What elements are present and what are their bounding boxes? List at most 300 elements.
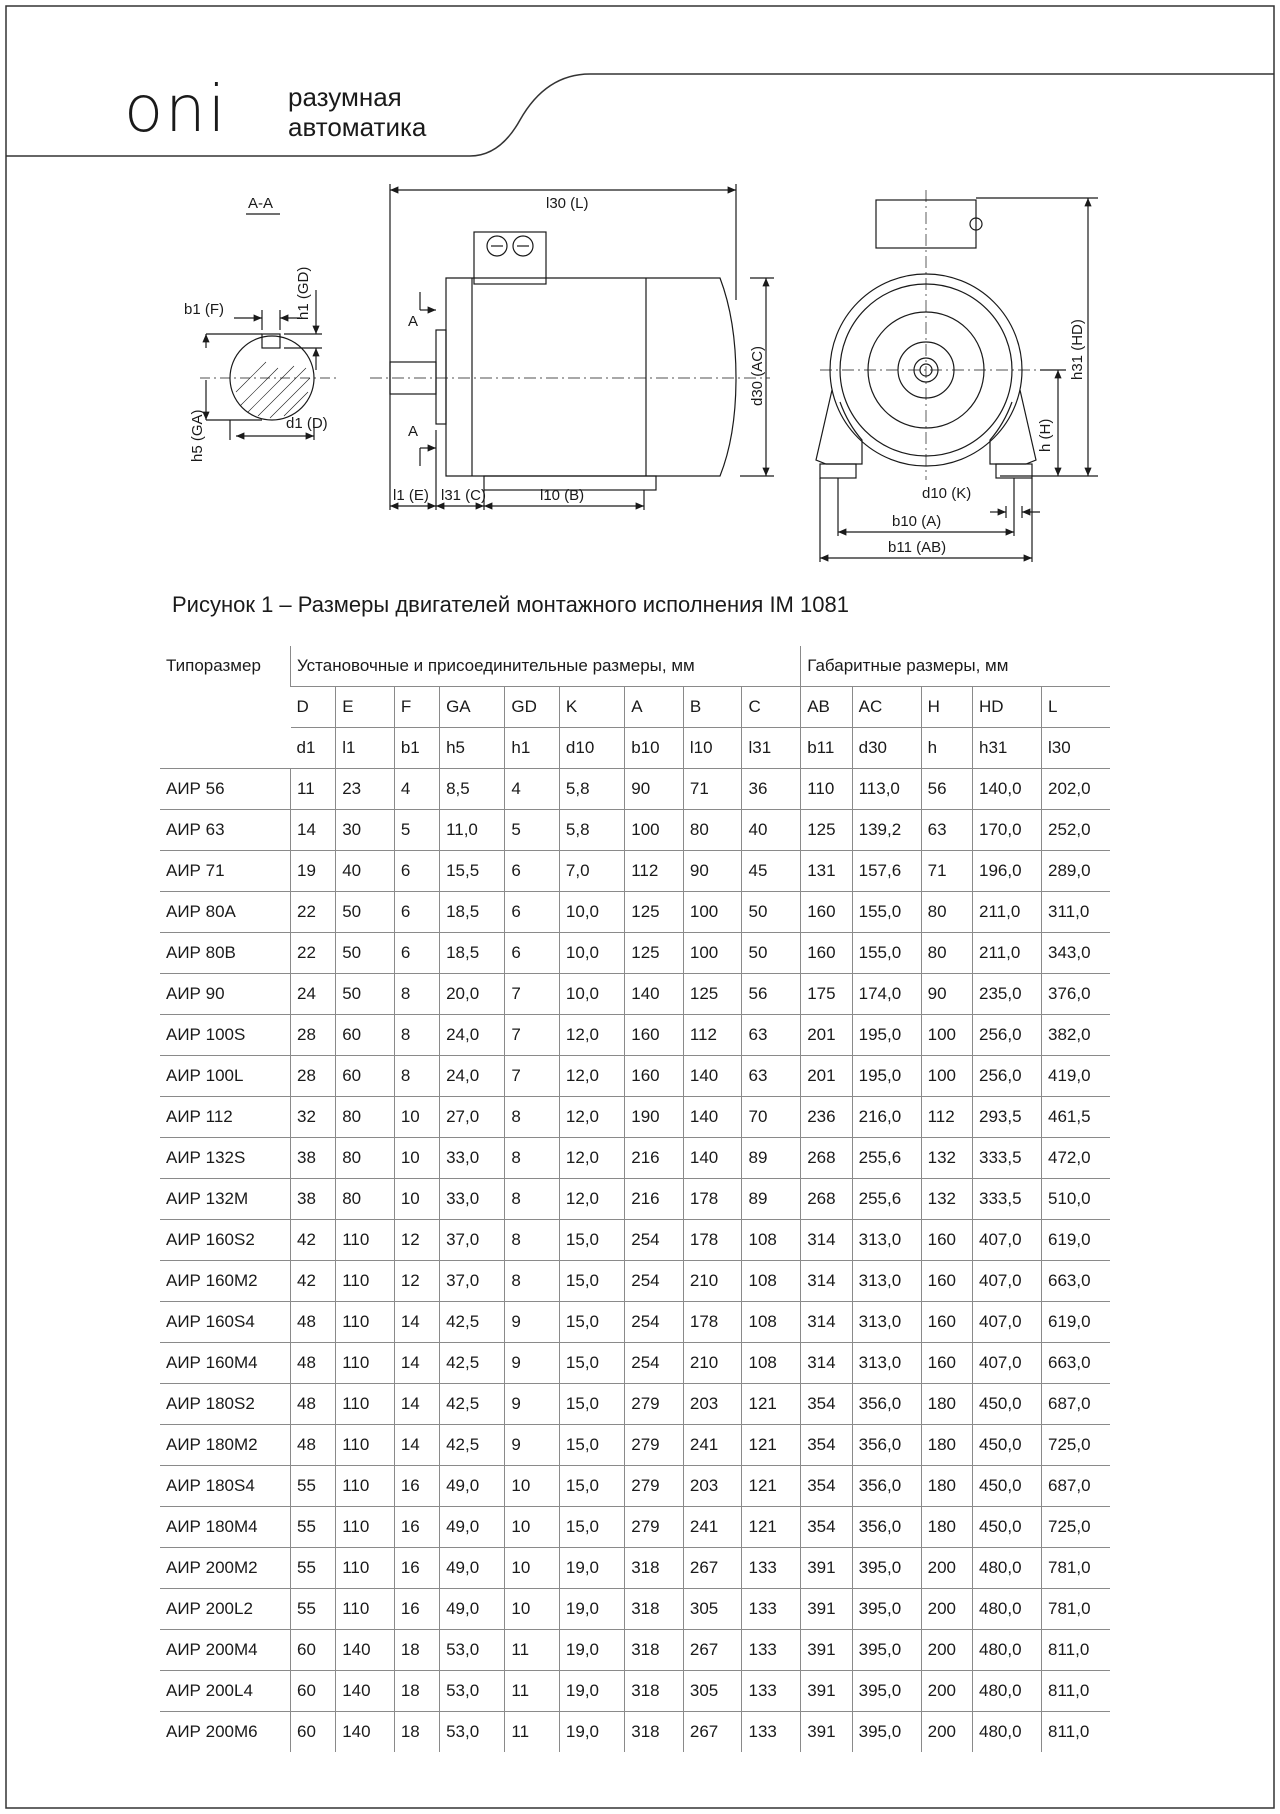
dimension-cell: 343,0	[1042, 933, 1111, 974]
dimension-cell: 80	[921, 892, 972, 933]
dimensions-table	[160, 646, 1110, 1752]
dimension-cell: 55	[291, 1507, 336, 1548]
dimension-cell: 89	[742, 1179, 801, 1220]
dimension-cell: 333,5	[973, 1138, 1042, 1179]
dimension-cell: 40	[336, 851, 395, 892]
dimension-cell: 314	[801, 1220, 852, 1261]
dimension-cell: 6	[394, 933, 439, 974]
motor-dimension-drawing	[0, 180, 1280, 580]
dimension-cell: 391	[801, 1630, 852, 1671]
header-overall-group: Габаритные размеры, мм	[801, 646, 1110, 687]
dimension-cell: 356,0	[852, 1507, 921, 1548]
motor-type-cell: АИР 100S	[160, 1015, 291, 1056]
dimension-cell: 174,0	[852, 974, 921, 1015]
dimension-cell: 201	[801, 1056, 852, 1097]
dimension-cell: 18,5	[440, 933, 505, 974]
dimension-cell: 108	[742, 1261, 801, 1302]
dimension-cell: 11,0	[440, 810, 505, 851]
dimension-cell: 314	[801, 1343, 852, 1384]
dimension-cell: 293,5	[973, 1097, 1042, 1138]
dimension-cell: 663,0	[1042, 1343, 1111, 1384]
dimension-cell: 27,0	[440, 1097, 505, 1138]
dimension-cell: 50	[336, 933, 395, 974]
motor-type-cell: АИР 180M4	[160, 1507, 291, 1548]
dimension-cell: 63	[742, 1015, 801, 1056]
dimension-cell: 110	[336, 1466, 395, 1507]
dimension-cell: 180	[921, 1384, 972, 1425]
dimension-cell: 6	[394, 892, 439, 933]
dimension-cell: 10,0	[559, 974, 624, 1015]
dimension-cell: 71	[921, 851, 972, 892]
dimension-cell: 267	[683, 1630, 742, 1671]
dimension-cell: 14	[394, 1384, 439, 1425]
table-row	[160, 1302, 1110, 1343]
dimension-cell: 9	[505, 1425, 560, 1466]
dimension-cell: 391	[801, 1712, 852, 1753]
dimension-cell: 279	[625, 1384, 684, 1425]
dimension-cell: 112	[683, 1015, 742, 1056]
dimension-cell: 6	[505, 892, 560, 933]
dimension-cell: 139,2	[852, 810, 921, 851]
section-label: A-A	[248, 195, 274, 212]
dimension-cell: 56	[921, 769, 972, 810]
dimension-cell: 5	[394, 810, 439, 851]
motor-type-cell: АИР 56	[160, 769, 291, 810]
dimension-cell: 28	[291, 1015, 336, 1056]
header-symbol: h	[921, 728, 972, 769]
dimension-cell: 256,0	[973, 1015, 1042, 1056]
dimension-cell: 37,0	[440, 1261, 505, 1302]
dimension-cell: 125	[625, 892, 684, 933]
header-code: H	[921, 687, 972, 728]
dimension-cell: 48	[291, 1343, 336, 1384]
motor-type-cell: АИР 71	[160, 851, 291, 892]
dimension-cell: 241	[683, 1425, 742, 1466]
header-symbol: b10	[625, 728, 684, 769]
dimension-cell: 125	[625, 933, 684, 974]
dimension-cell: 110	[801, 769, 852, 810]
dimension-cell: 131	[801, 851, 852, 892]
dimension-cell: 254	[625, 1261, 684, 1302]
dimension-cell: 140	[336, 1630, 395, 1671]
dimension-cell: 15,0	[559, 1343, 624, 1384]
dimension-cell: 50	[336, 974, 395, 1015]
dimension-cell: 38	[291, 1138, 336, 1179]
table-row	[160, 1712, 1110, 1753]
header-symbol: b1	[394, 728, 439, 769]
dimension-cell: 200	[921, 1589, 972, 1630]
dimension-cell: 100	[921, 1056, 972, 1097]
dimension-cell: 49,0	[440, 1507, 505, 1548]
label-l1: l1 (E)	[393, 487, 429, 504]
motor-type-cell: АИР 132M	[160, 1179, 291, 1220]
dimension-cell: 15,0	[559, 1261, 624, 1302]
section-arrow-top: A	[408, 313, 419, 330]
dimension-cell: 42,5	[440, 1343, 505, 1384]
dimension-cell: 333,5	[973, 1179, 1042, 1220]
dimension-cell: 38	[291, 1179, 336, 1220]
dimension-cell: 450,0	[973, 1425, 1042, 1466]
dimension-cell: 100	[683, 933, 742, 974]
table-row	[160, 1548, 1110, 1589]
table-row	[160, 1466, 1110, 1507]
dimension-cell: 279	[625, 1507, 684, 1548]
table-row	[160, 1425, 1110, 1466]
dimension-cell: 318	[625, 1630, 684, 1671]
dimension-cell: 10	[394, 1097, 439, 1138]
dimension-cell: 202,0	[1042, 769, 1111, 810]
dimension-cell: 55	[291, 1589, 336, 1630]
header-symbol: l30	[1042, 728, 1111, 769]
dimension-cell: 311,0	[1042, 892, 1111, 933]
dimension-cell: 354	[801, 1507, 852, 1548]
dimension-cell: 24,0	[440, 1056, 505, 1097]
dimension-cell: 24,0	[440, 1015, 505, 1056]
dimension-cell: 6	[505, 851, 560, 892]
dimension-cell: 110	[336, 1261, 395, 1302]
dimension-cell: 781,0	[1042, 1548, 1111, 1589]
dimension-cell: 15,0	[559, 1507, 624, 1548]
dimension-cell: 11	[505, 1712, 560, 1753]
dimension-cell: 121	[742, 1507, 801, 1548]
dimension-cell: 391	[801, 1671, 852, 1712]
dimension-cell: 461,5	[1042, 1097, 1111, 1138]
label-h: h (H)	[1037, 418, 1054, 452]
dimension-cell: 210	[683, 1261, 742, 1302]
dimension-cell: 305	[683, 1589, 742, 1630]
dimension-cell: 36	[742, 769, 801, 810]
dimension-cell: 125	[801, 810, 852, 851]
dimension-cell: 4	[505, 769, 560, 810]
dimension-cell: 10	[394, 1138, 439, 1179]
table-header-groups	[160, 646, 1110, 687]
dimension-cell: 60	[336, 1015, 395, 1056]
dimension-cell: 313,0	[852, 1261, 921, 1302]
header-symbol: h1	[505, 728, 560, 769]
dimension-cell: 18,5	[440, 892, 505, 933]
dimension-cell: 450,0	[973, 1384, 1042, 1425]
dimension-cell: 178	[683, 1302, 742, 1343]
dimension-cell: 7,0	[559, 851, 624, 892]
header-install-group: Установочные и присоединительные размеры, мм	[291, 646, 801, 687]
dimension-cell: 160	[921, 1220, 972, 1261]
table-row	[160, 769, 1110, 810]
dimension-cell: 12,0	[559, 1097, 624, 1138]
table-row	[160, 1138, 1110, 1179]
dimension-cell: 140	[625, 974, 684, 1015]
dimension-cell: 14	[394, 1302, 439, 1343]
dimension-cell: 8	[505, 1261, 560, 1302]
dimension-cell: 110	[336, 1384, 395, 1425]
dimension-cell: 687,0	[1042, 1384, 1111, 1425]
dimension-cell: 203	[683, 1466, 742, 1507]
dimension-cell: 50	[742, 892, 801, 933]
motor-type-cell: АИР 200M4	[160, 1630, 291, 1671]
dimension-cell: 49,0	[440, 1589, 505, 1630]
dimension-cell: 60	[291, 1712, 336, 1753]
dimension-cell: 480,0	[973, 1671, 1042, 1712]
dimension-cell: 125	[683, 974, 742, 1015]
header-code: L	[1042, 687, 1111, 728]
dimension-cell: 100	[625, 810, 684, 851]
dimension-cell: 42	[291, 1261, 336, 1302]
dimension-cell: 354	[801, 1466, 852, 1507]
motor-type-cell: АИР 200M2	[160, 1548, 291, 1589]
motor-type-cell: АИР 180M2	[160, 1425, 291, 1466]
dimension-cell: 180	[921, 1466, 972, 1507]
header-symbol: l1	[336, 728, 395, 769]
dimension-cell: 89	[742, 1138, 801, 1179]
dimension-cell: 110	[336, 1548, 395, 1589]
motor-type-cell: АИР 63	[160, 810, 291, 851]
dimension-cell: 48	[291, 1384, 336, 1425]
dimension-cell: 157,6	[852, 851, 921, 892]
dimension-cell: 407,0	[973, 1343, 1042, 1384]
dimension-cell: 121	[742, 1384, 801, 1425]
label-b1: b1 (F)	[184, 301, 225, 318]
dimension-cell: 12	[394, 1220, 439, 1261]
dimension-cell: 8,5	[440, 769, 505, 810]
header-code: A	[625, 687, 684, 728]
dimension-cell: 203	[683, 1384, 742, 1425]
dimension-cell: 216	[625, 1138, 684, 1179]
label-h1: h1 (GD)	[295, 266, 312, 320]
dimension-cell: 313,0	[852, 1302, 921, 1343]
dimension-cell: 42,5	[440, 1384, 505, 1425]
header-code: E	[336, 687, 395, 728]
dimension-cell: 313,0	[852, 1220, 921, 1261]
dimension-cell: 16	[394, 1548, 439, 1589]
dimension-cell: 395,0	[852, 1548, 921, 1589]
dimension-cell: 8	[505, 1097, 560, 1138]
dimension-cell: 12,0	[559, 1179, 624, 1220]
dimension-cell: 20,0	[440, 974, 505, 1015]
dimension-cell: 10	[505, 1589, 560, 1630]
dimension-cell: 15,0	[559, 1466, 624, 1507]
header-code: GA	[440, 687, 505, 728]
table-row	[160, 1261, 1110, 1302]
dimension-cell: 9	[505, 1343, 560, 1384]
dimension-cell: 510,0	[1042, 1179, 1111, 1220]
table-row	[160, 1343, 1110, 1384]
dimension-cell: 480,0	[973, 1548, 1042, 1589]
dimension-cell: 6	[394, 851, 439, 892]
dimension-cell: 80	[336, 1179, 395, 1220]
dimension-cell: 19,0	[559, 1589, 624, 1630]
dimension-cell: 7	[505, 1015, 560, 1056]
dimension-cell: 195,0	[852, 1015, 921, 1056]
dimension-cell: 108	[742, 1220, 801, 1261]
dimension-cell: 108	[742, 1302, 801, 1343]
header-code: AC	[852, 687, 921, 728]
dimension-cell: 211,0	[973, 892, 1042, 933]
dimension-cell: 108	[742, 1343, 801, 1384]
dimension-cell: 391	[801, 1548, 852, 1589]
table-row	[160, 1056, 1110, 1097]
dimension-cell: 80	[336, 1097, 395, 1138]
dimension-cell: 480,0	[973, 1589, 1042, 1630]
dimension-cell: 318	[625, 1589, 684, 1630]
motor-type-cell: АИР 100L	[160, 1056, 291, 1097]
dimension-cell: 252,0	[1042, 810, 1111, 851]
dimension-cell: 14	[291, 810, 336, 851]
dimension-cell: 725,0	[1042, 1507, 1111, 1548]
dimension-cell: 50	[336, 892, 395, 933]
header-symbol: l31	[742, 728, 801, 769]
dimension-cell: 80	[921, 933, 972, 974]
motor-type-cell: АИР 132S	[160, 1138, 291, 1179]
dimension-cell: 10,0	[559, 933, 624, 974]
motor-type-cell: АИР 200M6	[160, 1712, 291, 1753]
dimension-cell: 22	[291, 892, 336, 933]
tagline-line-2: автоматика	[288, 112, 427, 142]
dimension-cell: 24	[291, 974, 336, 1015]
motor-type-cell: АИР 160M4	[160, 1343, 291, 1384]
dimension-cell: 60	[336, 1056, 395, 1097]
dimension-cell: 16	[394, 1466, 439, 1507]
dimension-cell: 60	[291, 1671, 336, 1712]
table-row	[160, 1589, 1110, 1630]
dimension-cell: 256,0	[973, 1056, 1042, 1097]
dimension-cell: 140	[683, 1138, 742, 1179]
dimension-cell: 90	[683, 851, 742, 892]
motor-type-cell: АИР 180S4	[160, 1466, 291, 1507]
dimension-cell: 15,0	[559, 1384, 624, 1425]
section-arrow-bottom: A	[408, 423, 419, 440]
dimension-cell: 313,0	[852, 1343, 921, 1384]
dimension-cell: 255,6	[852, 1179, 921, 1220]
header-symbol: b11	[801, 728, 852, 769]
dimension-cell: 178	[683, 1220, 742, 1261]
table-row	[160, 1671, 1110, 1712]
dimension-cell: 15,0	[559, 1220, 624, 1261]
label-b10: b10 (A)	[892, 513, 942, 530]
header-typ: Типоразмер	[166, 656, 261, 675]
dimension-cell: 6	[505, 933, 560, 974]
dimension-cell: 10	[505, 1548, 560, 1589]
dimension-cell: 45	[742, 851, 801, 892]
dimension-cell: 110	[336, 1220, 395, 1261]
dimension-cell: 132	[921, 1179, 972, 1220]
dimension-cell: 48	[291, 1425, 336, 1466]
dimension-cell: 140	[683, 1056, 742, 1097]
header-code: GD	[505, 687, 560, 728]
dimension-cell: 235,0	[973, 974, 1042, 1015]
dimension-cell: 10	[394, 1179, 439, 1220]
label-h31: h31 (HD)	[1069, 319, 1086, 380]
header-symbol: d30	[852, 728, 921, 769]
header-code: C	[742, 687, 801, 728]
dimension-cell: 14	[394, 1343, 439, 1384]
table-body	[160, 769, 1110, 1753]
motor-type-cell: АИР 160S4	[160, 1302, 291, 1343]
dimension-cell: 255,6	[852, 1138, 921, 1179]
dimension-cell: 121	[742, 1466, 801, 1507]
dimension-cell: 407,0	[973, 1220, 1042, 1261]
dimension-cell: 170,0	[973, 810, 1042, 851]
dimension-cell: 216,0	[852, 1097, 921, 1138]
dimension-cell: 395,0	[852, 1630, 921, 1671]
table-row	[160, 810, 1110, 851]
motor-type-cell: АИР 160S2	[160, 1220, 291, 1261]
figure-caption: Рисунок 1 – Размеры двигателей монтажного исполнения IM 1081	[172, 592, 849, 617]
label-d1: d1 (D)	[286, 415, 328, 432]
dimension-cell: 10,0	[559, 892, 624, 933]
table-row	[160, 851, 1110, 892]
dimension-cell: 15,0	[559, 1302, 624, 1343]
table-header-symbols	[160, 728, 1110, 769]
dimension-cell: 318	[625, 1712, 684, 1753]
dimension-cell: 289,0	[1042, 851, 1111, 892]
dimension-cell: 190	[625, 1097, 684, 1138]
dimension-cell: 11	[505, 1671, 560, 1712]
dimension-cell: 811,0	[1042, 1671, 1111, 1712]
motor-type-cell: АИР 200L2	[160, 1589, 291, 1630]
dimension-cell: 725,0	[1042, 1425, 1111, 1466]
brand-tagline	[288, 82, 426, 142]
dimension-cell: 16	[394, 1589, 439, 1630]
dimension-cell: 160	[625, 1056, 684, 1097]
header-symbol: d10	[559, 728, 624, 769]
dimension-cell: 49,0	[440, 1466, 505, 1507]
dimension-cell: 63	[921, 810, 972, 851]
dimension-cell: 450,0	[973, 1466, 1042, 1507]
dimension-cell: 70	[742, 1097, 801, 1138]
dimension-cell: 267	[683, 1548, 742, 1589]
dimension-cell: 140	[683, 1097, 742, 1138]
dimension-cell: 48	[291, 1302, 336, 1343]
header-code: D	[291, 687, 336, 728]
dimension-cell: 160	[921, 1343, 972, 1384]
dimension-cell: 241	[683, 1507, 742, 1548]
dimension-cell: 63	[742, 1056, 801, 1097]
dimension-cell: 4	[394, 769, 439, 810]
dimension-cell: 7	[505, 974, 560, 1015]
dimension-cell: 112	[625, 851, 684, 892]
dimension-cell: 12,0	[559, 1138, 624, 1179]
dimension-cell: 8	[394, 1015, 439, 1056]
dimension-cell: 354	[801, 1384, 852, 1425]
dimension-cell: 80	[683, 810, 742, 851]
dimension-cell: 11	[291, 769, 336, 810]
dimension-cell: 175	[801, 974, 852, 1015]
dimension-cell: 811,0	[1042, 1630, 1111, 1671]
motor-type-cell: АИР 160M2	[160, 1261, 291, 1302]
dimension-cell: 314	[801, 1261, 852, 1302]
dimension-cell: 110	[336, 1343, 395, 1384]
dimension-cell: 5,8	[559, 769, 624, 810]
dimension-cell: 619,0	[1042, 1302, 1111, 1343]
table-row	[160, 1220, 1110, 1261]
dimension-cell: 53,0	[440, 1712, 505, 1753]
table-row	[160, 974, 1110, 1015]
header-code: HD	[973, 687, 1042, 728]
dimension-cell: 33,0	[440, 1138, 505, 1179]
dimension-cell: 8	[394, 1056, 439, 1097]
dimension-cell: 180	[921, 1507, 972, 1548]
dimension-cell: 133	[742, 1671, 801, 1712]
dimension-cell: 472,0	[1042, 1138, 1111, 1179]
dimension-cell: 5	[505, 810, 560, 851]
dimension-cell: 12	[394, 1261, 439, 1302]
dimension-cell: 19,0	[559, 1548, 624, 1589]
dimension-cell: 254	[625, 1220, 684, 1261]
table-row	[160, 1179, 1110, 1220]
dimension-cell: 8	[505, 1179, 560, 1220]
dimension-cell: 15,0	[559, 1425, 624, 1466]
dimension-cell: 18	[394, 1671, 439, 1712]
header-symbol: h31	[973, 728, 1042, 769]
